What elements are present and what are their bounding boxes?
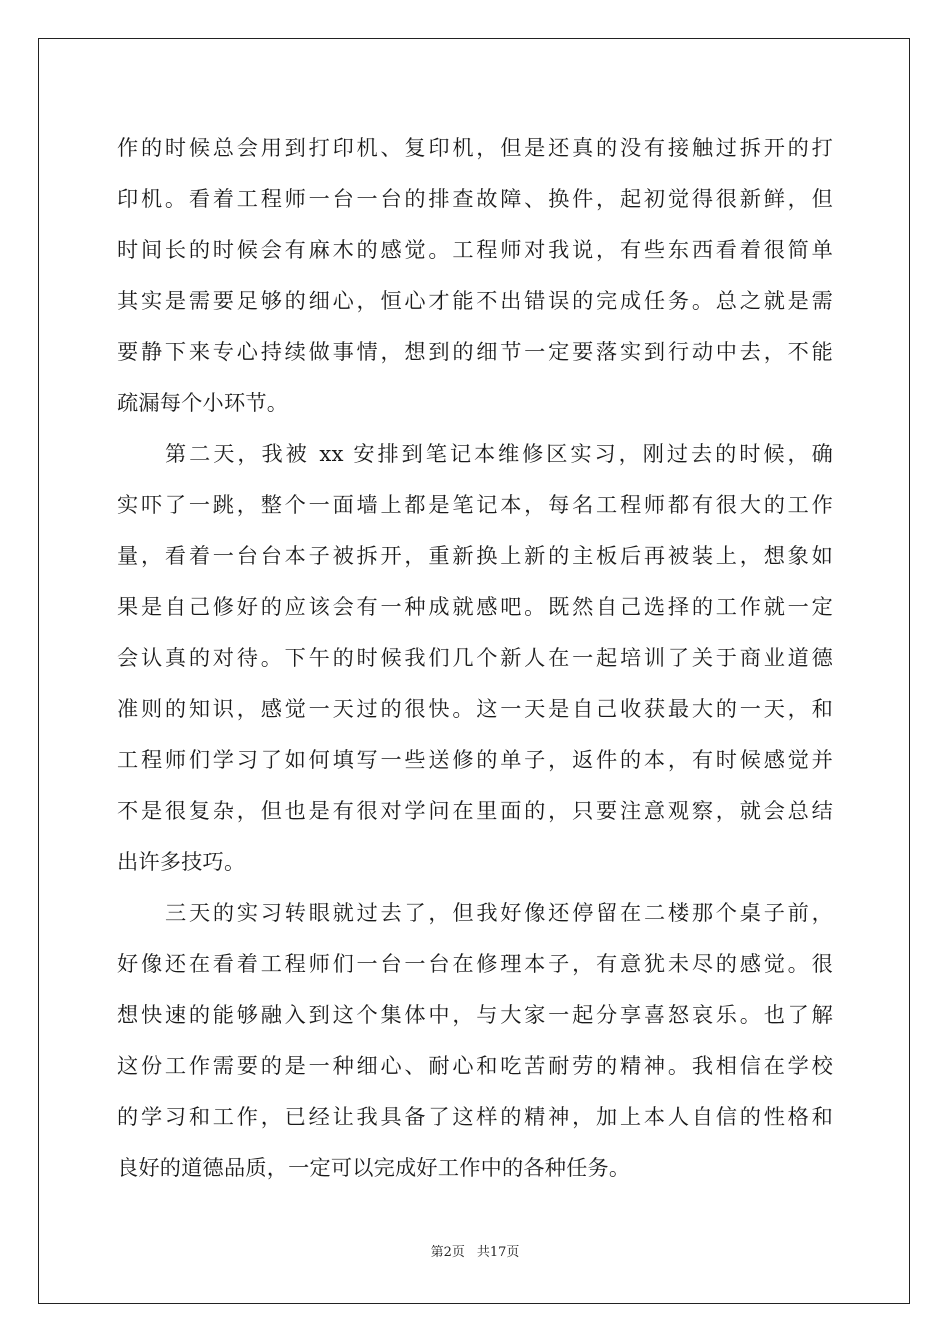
paragraph-1-line-1: 作的时候总会用到打印机、复印机，但是还真的没有接触过拆开的打 <box>117 135 833 160</box>
paragraph-2-line-1: 第二天，我被 xx 安排到笔记本维修区实习，刚过去的时候，确 <box>165 441 833 466</box>
paragraph-3-line-6: 良好的道德品质，一定可以完成好工作中的各种任务。 <box>117 1155 631 1180</box>
paragraph-1-line-6: 疏漏每个小环节。 <box>117 390 289 415</box>
paragraph-3-line-2: 好像还在看着工程师们一台一台在修理本子，有意犹未尽的感觉。很 <box>117 951 833 976</box>
paragraph-3-line-4: 这份工作需要的是一种细心、耐心和吃苦耐劳的精神。我相信在学校 <box>117 1053 833 1078</box>
page-number: 第2页 <box>430 1245 465 1260</box>
paragraph-2-line-8: 不是很复杂，但也是有很对学问在里面的，只要注意观察，就会总结 <box>117 798 833 823</box>
page-footer <box>0 1244 950 1262</box>
paragraph-2-line-6: 准则的知识，感觉一天过的很快。这一天是自己收获最大的一天，和 <box>117 696 833 721</box>
paragraph-2-line-4: 果是自己修好的应该会有一种成就感吧。既然自己选择的工作就一定 <box>117 594 833 619</box>
paragraph-1-line-4: 其实是需要足够的细心，恒心才能不出错误的完成任务。总之就是需 <box>117 288 833 313</box>
paragraph-3-line-1: 三天的实习转眼就过去了，但我好像还停留在二楼那个桌子前， <box>165 900 833 925</box>
paragraph-2-line-7: 工程师们学习了如何填写一些送修的单子，返件的本，有时候感觉并 <box>117 747 833 772</box>
paragraph-1-line-3: 时间长的时候会有麻木的感觉。工程师对我说，有些东西看着很简单 <box>117 237 833 262</box>
paragraph-1-line-5: 要静下来专心持续做事情，想到的细节一定要落实到行动中去，不能 <box>117 339 833 364</box>
paragraph-2-line-3: 量，看着一台台本子被拆开，重新换上新的主板后再被装上，想象如 <box>117 543 833 568</box>
paragraph-2-line-9: 出许多技巧。 <box>117 849 246 874</box>
page-total: 共17页 <box>476 1245 520 1260</box>
paragraph-3-line-3: 想快速的能够融入到这个集体中，与大家一起分享喜怒哀乐。也了解 <box>117 1002 833 1027</box>
paragraph-2-line-5: 会认真的对待。下午的时候我们几个新人在一起培训了关于商业道德 <box>117 645 833 670</box>
paragraph-1-line-2: 印机。看着工程师一台一台的排查故障、换件，起初觉得很新鲜，但 <box>117 186 833 211</box>
paragraph-2-line-2: 实吓了一跳，整个一面墙上都是笔记本，每名工程师都有很大的工作 <box>117 492 833 517</box>
paragraph-3-line-5: 的学习和工作，已经让我具备了这样的精神，加上本人自信的性格和 <box>117 1104 833 1129</box>
